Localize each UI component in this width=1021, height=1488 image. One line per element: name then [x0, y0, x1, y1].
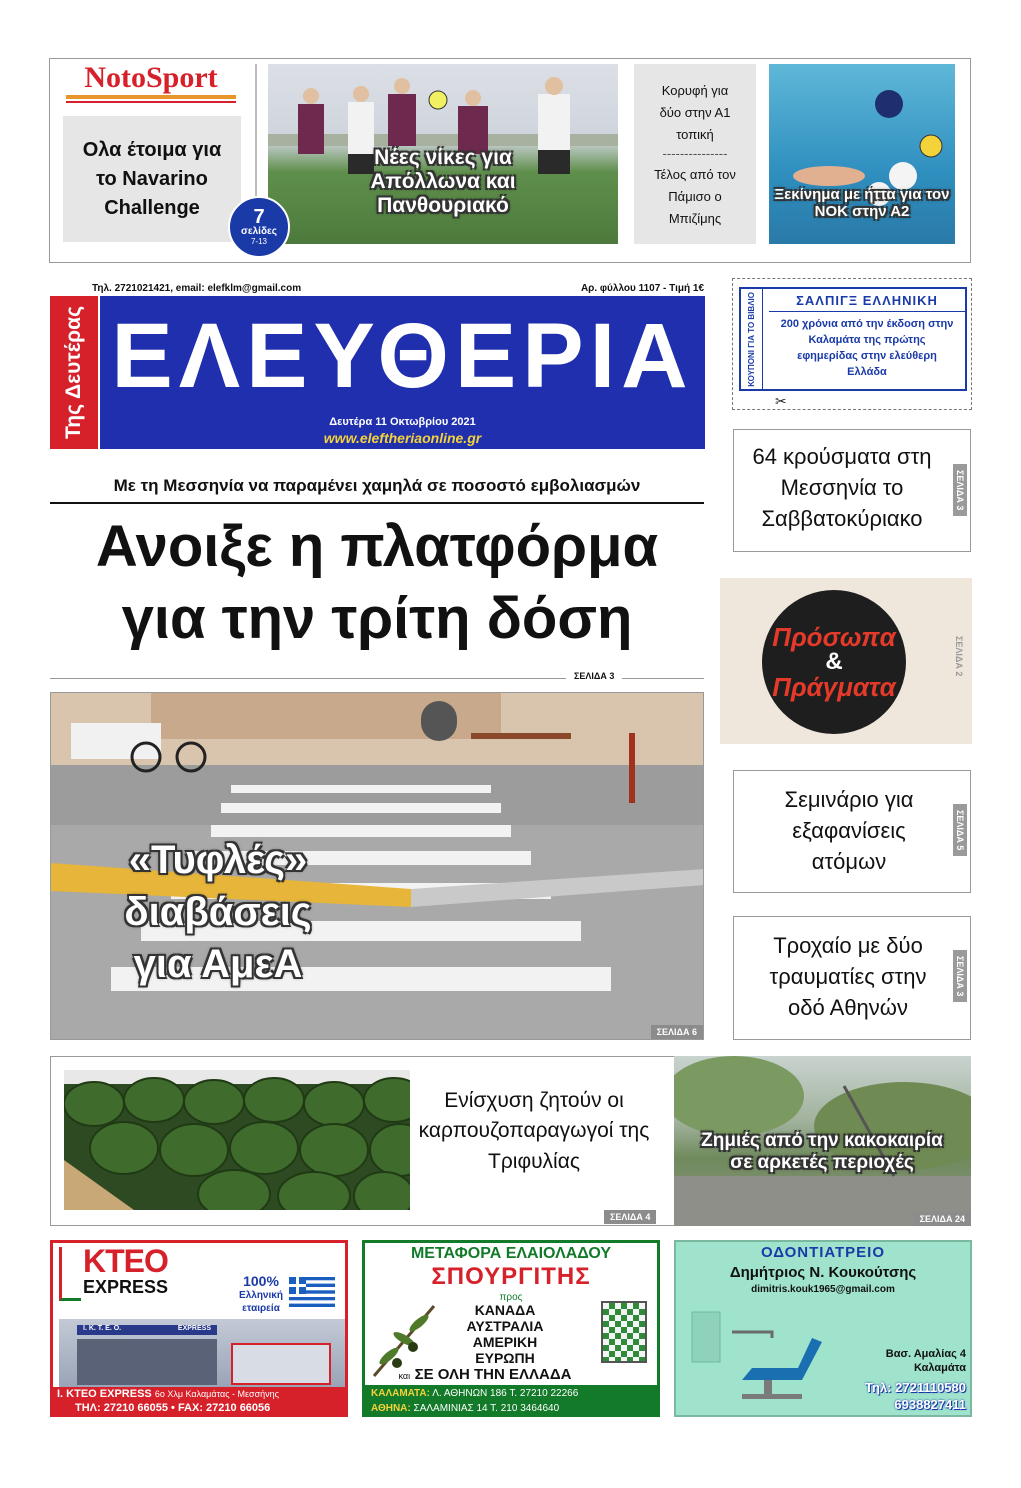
- persons-things-box[interactable]: [720, 578, 972, 744]
- kteo-greek: Ελληνική: [239, 1290, 283, 1301]
- sidebar-item-covid-page: ΣΕΛΙΔΑ 3: [953, 464, 967, 516]
- oil-dest-5: ΣΕ ΟΛΗ ΤΗΝ ΕΛΛΑΔΑ: [414, 1366, 572, 1383]
- crosswalk-page-number: 6: [691, 1027, 697, 1037]
- kteo-name: Ι. ΚΤΕΟ EXPRESS: [57, 1388, 152, 1400]
- oil-kai: και: [398, 1371, 411, 1381]
- badge-number: 7: [253, 206, 265, 228]
- dentist-address: Βασ. Αμαλίας 4: [885, 1348, 966, 1360]
- masthead-banner: [100, 296, 705, 449]
- coupon-box[interactable]: [732, 278, 972, 410]
- persons-ampersand: &: [825, 648, 843, 675]
- masthead-date: Δευτέρα 11 Οκτωβρίου 2021: [329, 416, 476, 428]
- crosswalk-caption-line1: «Τυφλές»: [128, 838, 308, 882]
- sports-briefs-box[interactable]: [634, 64, 756, 244]
- sidebar-item-seminar[interactable]: [733, 770, 971, 893]
- storm-page-word: ΣΕΛΙΔΑ: [919, 1214, 953, 1224]
- lead-headline-line1[interactable]: Ανοιξε η πλατφόρμα: [95, 514, 659, 579]
- crosswalk-caption-line2: διαβάσεις: [124, 890, 312, 934]
- oil-kalamata-label: ΚΑΛΑΜΑΤΑ:: [371, 1388, 430, 1399]
- crosswalk-caption-line3: για ΑμεΑ: [133, 942, 303, 986]
- sports-photo-waterpolo[interactable]: [769, 64, 955, 244]
- badge-range: 7-13: [250, 237, 267, 246]
- kteo-phone-line: [75, 1402, 270, 1414]
- coupon-vertical-box: [741, 289, 763, 389]
- sports-lead-box[interactable]: [63, 116, 241, 242]
- sidebar-item-seminar-page: ΣΕΛΙΔΑ 5: [953, 804, 967, 856]
- masthead-website[interactable]: www.eleftheriaonline.gr: [323, 430, 482, 446]
- kteo-percent: 100%: [243, 1273, 279, 1289]
- kteo-footer: [53, 1387, 345, 1417]
- persons-line1: Πρόσωπα: [772, 622, 896, 652]
- sports-brief-2: Τέλος από τον Πάμισο ο Μπιζίμης: [654, 167, 736, 226]
- persons-things-circle: [762, 590, 906, 734]
- watermelon-page-ref: [604, 1210, 656, 1224]
- masthead-side-label: Της Δευτέρας: [62, 305, 85, 440]
- coupon-text: 200 χρόνια από την έκδοση στην Καλαμάτα της πρώτης εφημερίδας στην ελεύθερη Ελλάδα: [780, 318, 954, 378]
- badge-unit: σελίδες: [241, 226, 277, 237]
- crosswalk-photo[interactable]: [50, 692, 704, 1040]
- persons-things-page: ΣΕΛΙΔΑ 2: [954, 636, 964, 677]
- oil-title: ΜΕΤΑΦΟΡΑ ΕΛΑΙΟΛΑΔΟΥ: [410, 1245, 612, 1262]
- kteo-address: 6ο Χλμ Καλαμάτας - Μεσσήνης: [154, 1389, 279, 1399]
- dentist-name: Δημήτριος Ν. Κουκούτσης: [729, 1264, 917, 1281]
- storm-photo[interactable]: [674, 1056, 971, 1226]
- kteo-subtitle: EXPRESS: [83, 1277, 169, 1297]
- greek-flag-icon: [289, 1277, 335, 1307]
- sidebar-item-covid-text: 64 κρούσματα στη Μεσσηνία το Σαββατοκύριακο: [752, 444, 932, 531]
- kteo-name-line: [57, 1388, 279, 1400]
- dentist-phone[interactable]: Τηλ: 2721110580: [865, 1380, 966, 1395]
- lead-page-ref: ΣΕΛΙΔΑ 3: [566, 671, 622, 681]
- coupon-title: ΣΑΛΠΙΓΞ ΕΛΛΗΝΙΚΗ: [796, 293, 938, 308]
- sidebar-item-covid[interactable]: [733, 429, 971, 552]
- kteo-title: ΚΤΕΟ: [83, 1243, 168, 1279]
- lead-headline-line2[interactable]: για την τρίτη δόση: [121, 586, 633, 651]
- oil-athens-label: ΑΘΗΝΑ:: [371, 1403, 411, 1414]
- notosport-brand: NotoSport: [84, 61, 218, 94]
- masthead-contact: Τηλ. 2721021421, email: elefklm@gmail.com: [92, 283, 302, 294]
- kteo-sign-text2: EXPRESS: [177, 1325, 211, 1332]
- kteo-ad[interactable]: [50, 1240, 348, 1417]
- coupon-vertical-label: ΚΟΥΠΟΝΙ ΓΙΑ ΤΟ ΒΙΒΛΙΟ: [747, 291, 756, 387]
- oil-athens-line: [371, 1401, 651, 1416]
- coupon-title-rule: [769, 311, 965, 312]
- waterpolo-caption: Ξεκίνημα με ήττα για τον ΝΟΚ στην Α2: [774, 186, 950, 221]
- crosswalk-page-ref: [651, 1025, 703, 1039]
- oil-kalamata[interactable]: Λ. ΑΘΗΝΩΝ 186 Τ. 27210 22266: [432, 1388, 579, 1399]
- brief-divider: ---------------: [662, 148, 728, 160]
- oil-dest-1: ΚΑΝΑΔΑ: [474, 1302, 536, 1318]
- scissors-icon: ✂: [775, 393, 787, 409]
- lead-kicker: Με τη Μεσσηνία να παραμένει χαμηλά σε ποσοστό εμβολιασμών: [50, 476, 704, 504]
- oil-brand: ΣΠΟΥΡΓΙΤΗΣ: [431, 1263, 591, 1290]
- sports-photo-football[interactable]: [268, 64, 618, 244]
- kteo-bullet: •: [171, 1402, 175, 1414]
- storm-caption: Ζημιές από την κακοκαιρία σε αρκετές περιοχές: [701, 1130, 943, 1173]
- kteo-tel[interactable]: ΤΗΛ: 27210 66055: [75, 1402, 168, 1414]
- dentist-city: Καλαμάτα: [913, 1362, 966, 1374]
- sidebar-item-seminar-text: Σεμινάριο για εξαφανίσεις ατόμων: [784, 787, 914, 874]
- kteo-building-office: [231, 1343, 331, 1385]
- oil-dest-3: ΑΜΕΡΙΚΗ: [472, 1334, 538, 1350]
- sidebar-item-accident-text: Τροχαίο με δύο τραυματίες στην οδό Αθηνών: [769, 933, 927, 1020]
- dentist-mobile[interactable]: 6938827411: [894, 1397, 966, 1412]
- watermelon-page-word: ΣΕΛΙΔΑ: [610, 1212, 643, 1222]
- storm-page-ref: [914, 1212, 971, 1226]
- kteo-building: [59, 1319, 345, 1387]
- dentist-email[interactable]: dimitris.kouk1965@gmail.com: [751, 1284, 895, 1295]
- kteo-sign-text: I. K. T. E. O.: [83, 1325, 122, 1332]
- notosport-logo[interactable]: [60, 62, 242, 106]
- oil-dest-2: ΑΥΣΤΡΑΛΙΑ: [466, 1318, 544, 1334]
- kteo-fax: FAX: 27210 66056: [177, 1402, 271, 1414]
- crosswalk-page-word: ΣΕΛΙΔΑ: [656, 1027, 690, 1037]
- masthead-side-label-box: [50, 296, 98, 449]
- kteo-building-sign: [77, 1325, 217, 1335]
- dentist-ad[interactable]: [674, 1240, 972, 1417]
- masthead-issue: Αρ. φύλλου 1107 - Τιμή 1€: [580, 283, 704, 294]
- oil-pros: προς: [499, 1292, 523, 1303]
- watermelon-page-number: 4: [645, 1212, 651, 1222]
- masthead-title[interactable]: ΕΛΕΥΘΕΡΙΑ: [111, 305, 694, 407]
- coupon-inner: [739, 287, 967, 391]
- kteo-building-door: [77, 1339, 217, 1385]
- oil-dest-4: ΕΥΡΩΠΗ: [475, 1350, 535, 1366]
- watermelon-photo[interactable]: [64, 1070, 410, 1210]
- notosport-underline2: [66, 101, 236, 103]
- dentist-title: ΟΔΟΝΤΙΑΤΡΕΙΟ: [760, 1244, 886, 1261]
- notosport-underline: [66, 95, 236, 99]
- oil-footer: [365, 1385, 657, 1417]
- storm-page-number: 24: [954, 1214, 965, 1224]
- football-caption: Νέες νίκες για Απόλλωνα και Πανθουριακό: [370, 146, 516, 218]
- persons-line2: Πράγματα: [772, 672, 896, 702]
- sports-brief-1: Κορυφή για δύο στην Α1 τοπική: [659, 83, 731, 142]
- oil-can-icon: [601, 1301, 647, 1363]
- sidebar-item-accident[interactable]: [733, 916, 971, 1040]
- olive-branch-icon: [369, 1301, 439, 1381]
- oil-athens[interactable]: ΣΑΛΑΜΙΝΙΑΣ 14 Τ. 210 3464640: [413, 1403, 560, 1414]
- watermelon-illustration: [64, 1070, 410, 1210]
- watermelon-story-text[interactable]: Ενίσχυση ζητούν οι καρπουζοπαραγωγοί της Τριφυλίας: [418, 1089, 650, 1173]
- sports-pages-badge: [228, 196, 290, 258]
- oil-kalamata-line: [371, 1386, 651, 1401]
- kteo-logo-mark: [59, 1247, 81, 1301]
- oil-transport-ad[interactable]: [362, 1240, 660, 1417]
- sports-lead-headline: Ολα έτοιμα για το Navarino Challenge: [82, 138, 222, 219]
- sidebar-item-accident-page: ΣΕΛΙΔΑ 3: [953, 950, 967, 1002]
- kteo-company: εταιρεία: [242, 1303, 280, 1314]
